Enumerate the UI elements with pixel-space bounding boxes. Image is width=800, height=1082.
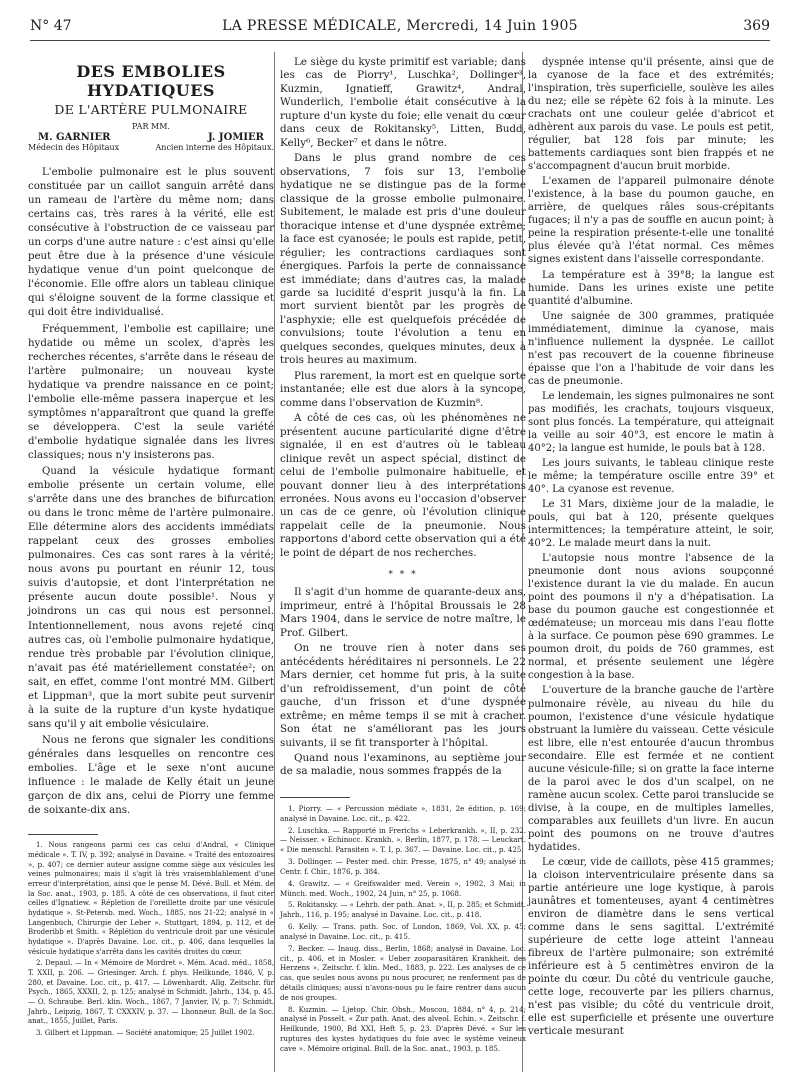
- paragraph: Nous ne ferons que signaler les conditions générales dans lesquelles on rencontre ces embolies. L'âge et le sexe n'ont aucune influence : le malade de Kelly était un jeune garçon de dix ans, celui de Piorry une femme de soixante-dix ans.: [28, 734, 274, 817]
- footnote: 3. Dollinger. — Pester med. chir. Presse, 1875, n° 49; analysé in Centr. f. Chir., 1876, p. 384.: [280, 857, 526, 876]
- paragraph: A côté de ces cas, où les phénomènes ne présentent aucune particularité digne d'être signalée, il en est d'autres où le tableau clinique revêt un aspect spécial, distinct de celui de l'embolie pulmonaire habituelle, et pouvant donner lieu à des interprétations erronées. Nous avons eu l'occasion d'observer un cas de ce genre, où l'évolution clinique rappelait celle de la pneumonie. Nous rapportons d'abord cette observation qui a été le point de départ de nos recherches.: [280, 412, 526, 559]
- footnote: 1. Nous rangeons parmi ces cas celui d'Andral, « Clinique médicale ». T. IV, p. 392; analysé in Davaine. « Traité des entozoaires », p. 407; ce dernier auteur assigne comme siège aux vésicules les veines pulmonaires; mais il s'agit là très vraisemblablement d'une erreur d'interprétation, ainsi que le pense M. Dévé. Bull. et Mém. de la Soc. anat., 1903, p. 185. A côté de ces observations, il faut citer celles d'Ignatiew. « Répletion de l'oreillette droite par une vésicule hydatique ». St-Petersb. med. Woch., 1885, nos 21-22; analysé in « Langenbuch, Chirurgie der Leber ». Stuttgart, 1894, p. 112, et de Broderibb et Smith. « Réplétion du ventricule droit par une vésicule hydatique ». D'après Davaine. Loc. cit., p. 406, dans lesquelles la vésicule hydatique s'arrêta dans les cavités droites du cœur.: [28, 841, 274, 956]
- paragraph: L'ouverture de la branche gauche de l'artère pulmonaire révèle, au niveau du hile du poumon, l'existence d'une vésicule hydatique obstruant la lumière du vaisseau. Cette vésicule est libre, elle n'est entourée d'aucun thrombus secondaire. Elle est fermée et ne contient aucune vésicule-fille; si on gratte la face interne de la paroi avec le dos d'un scalpel, on ne ramène aucun scolex. Cette paroi translucide se divise, à la coupe, en de multiples lamelles, comparables aux feuillets d'un livre. En aucun point des poumons on ne trouve d'autres hydatides.: [528, 685, 774, 853]
- header-rule: [30, 40, 770, 41]
- page-header: [30, 18, 770, 42]
- paragraph: Les jours suivants, le tableau clinique reste le même; la température oscille entre 39° et 40°. La cyanose est revenue.: [528, 457, 774, 495]
- paragraph: On ne trouve rien à noter dans ses antécédents héréditaires ni personnels. Le 22 Mars dernier, cet homme fut pris, à la suite d'un refroidissement, d'un point de côté gauche, d'un frisson et d'une dyspnée extrême; en même temps il se mit à cracher. Son état ne s'améliorant pas les jours suivants, il se fit transporter à l'hôpital.: [280, 642, 526, 749]
- footnote-rule: [28, 834, 98, 835]
- paragraph: Le 31 Mars, dixième jour de la maladie, le pouls, qui bat à 120, présente quelques intermittences; la température atteint, le soir, 40°2. Le malade meurt dans la nuit.: [528, 499, 774, 550]
- by-line: PAR MM.: [132, 122, 170, 131]
- paragraph: Quand la vésicule hydatique formant embolie présente un certain volume, elle s'arrête dans une des branches de bifurcation ou dans le tronc même de l'artère pulmonaire. Elle détermine alors des accidents immédiats rappelant ceux des grosses embolies pulmonaires. Ces cas sont rares à la vérité; nous avons pu pourtant en réunir 12, tous suivis d'autopsie, et dont l'interprétation ne présente aucun doute possible¹. Nous y joindrons un cas qui nous est personnel. Intentionnellement, nous avons rejeté cinq autres cas, où l'embolie pulmonaire hydatique, rendue très probable par l'évolution clinique, n'avait pas été matériellement constatée²; on sait, en effet, comme l'ont montré MM. Gilbert et Lippman³, que la mort subite peut survenir à la suite de la rupture d'un kyste hydatique sans qu'il y ait embolie vésiculaire.: [28, 465, 274, 730]
- section-separator: * * *: [388, 570, 418, 581]
- article-subtitle: DE L'ARTÈRE PULMONAIRE: [54, 102, 248, 117]
- paragraph: Le cœur, vide de caillots, pèse 415 grammes; la cloison interventriculaire présente dans sa partie antérieure une loge kystique, à parois jaunâtres et tomenteuses, ayant 4 centimètres environ de diamètre dans le sens vertical comme dans le sens sagittal. L'extrémité supérieure de cette loge atteint l'anneau fibreux de l'artère pulmonaire; son extrémité inférieure est à 5 centimètres environ de la pointe du cœur. Du côté du ventricule gauche, cette loge, recouverte par les piliers charnus, n'est pas visible; du côté du ventricule droit, elle est superficielle et présente une ouverture verticale mesurant: [528, 856, 774, 1038]
- page-number: 369: [743, 18, 770, 34]
- column-2: [280, 56, 526, 1056]
- footnote: 7. Becker. — Inaug. diss., Berlin, 1868; analysé in Davaine. Loc. cit., p. 406, et in Mosler. « Ueber zooparasitären Krankheit. des Herzens ». Zeitschr. f. klin. Med., 1883, p. 222. Les analyses de ce cas, que seules nous avons pu nous procurer, ne renferment pas de détails cliniques; aussi n'avons-nous pu le faire rentrer dans aucun de nos groupes.: [280, 943, 526, 1002]
- issue-number: N° 47: [30, 18, 72, 34]
- paragraph: Plus rarement, la mort est en quelque sorte instantanée; elle est due alors à la syncope, comme dans l'observation de Kuzmin⁸.: [280, 369, 526, 409]
- footnote: 8. Kuzmin. — Ljetop. Chir. Obsh., Moscou, 1884, n° 4, p. 214; analysé in Posselt. « Zur path. Anat. des alveol. Echin. ». Zeitschr. f. Heilkunde, 1900, Bd XXI, Heft 5, p. 23. D'après Dévé. « Sur les ruptures des kystes hydatiques du foie avec le système veineux cave ». Mémoire original. Bull. de la Soc. anat., 1903, p. 185.: [280, 1004, 526, 1053]
- paragraph: La température est à 39°8; la langue est humide. Dans les urines existe une petite quantité d'albumine.: [528, 269, 774, 307]
- footnote: 3. Gilbert et Lippman. — Société anatomique; 25 Juillet 1902.: [36, 1028, 255, 1037]
- footnote: 5. Rokitansky. — « Lehrb. der path. Anat. », II, p. 285; et Schmidt. Jahrb., 116, p. 195; analysé in Davaine. Loc. cit., p. 418.: [280, 900, 526, 920]
- paragraph: Le lendemain, les signes pulmonaires ne sont pas modifiés, les crachats, toujours visqueux, sont plus foncés. La température, qui atteignait la veille au soir 40°3, est encore le matin à 40°2; la langue est humide, le pouls bat à 128.: [528, 390, 774, 454]
- author-role: Ancien interne des Hôpitaux.: [155, 143, 274, 152]
- paragraph: dyspnée intense qu'il présente, ainsi que de la cyanose de la face et des extrémités; l'inspiration, très superficielle, soulève les ailes du nez; elle se répète 62 fois à la minute. Les crachats ont une couleur gelée d'abricot et adhèrent aux parois du vase. Le pouls est petit, régulier, bat 128 fois par minute; les battements cardiaques sont bien frappés et ne s'accompagnent d'aucun bruit morbide.: [528, 57, 774, 173]
- footnote-rule: [280, 797, 350, 798]
- author-roles: [28, 143, 274, 152]
- article-title: DES EMBOLIES HYDATIQUES: [76, 62, 226, 100]
- paragraph: L'autopsie nous montre l'absence de la pneumonie dont nous avions soupçonné l'existence durant la vie du malade. En aucun point des poumons il n'y a d'hépatisation. La base du poumon gauche est congestionnée et œdémateuse; un morceau mis dans l'eau flotte à la surface. Ce poumon pèse 690 grammes. Le poumon droit, du poids de 760 grammes, est normal, et présente seulement une légère congestion à la base.: [528, 553, 774, 682]
- footnote: 2. Depaul. — In « Mémoire de Mordret ». Mém. Acad. méd., 1858, T. XXII, p. 206. — Griesinger. Arch. f. phys. Heilkunde, 1846, V, p. 280, et Davaine. Loc. cit., p. 417. — Löwenhardt. Allg. Zeitschr. für Psych., 1865, XXXII, 2, p. 125; analysé in Schmidt. Jahrb., 134, p. 45. — O. Schraube. Berl. klin. Woch., 1867, 7 Janvier, IV, p. 7; Schmidt. Jahrb., Leipzig, 1867, T. CXXXIV, p. 37. — Lhonneur. Bull. de la Soc. anat., 1855, Juillet, Paris.: [28, 959, 274, 1026]
- footnote: 6. Kelly. — Trans. path. Soc. of London, 1869, Vol. XX, p. 45; analysé in Davaine. Loc. cit., p. 415.: [280, 922, 526, 941]
- paragraph: Quand nous l'examinons, au septième jour de sa maladie, nous sommes frappés de la: [280, 751, 526, 778]
- authors: [28, 132, 274, 143]
- column-1: [28, 56, 274, 1041]
- paragraph: Il s'agit d'un homme de quarante-deux ans, imprimeur, entré à l'hôpital Broussais le 28 Mars 1904, dans le service de notre maître, le Prof. Gilbert.: [280, 586, 526, 639]
- footnote: 4. Grawitz. — « Greifswalder med. Verein », 1902, 3 Mai; in Münch. med. Woch., 1902, 24 Juin, n° 25, p. 1068.: [280, 878, 526, 898]
- column-divider: [274, 52, 275, 1072]
- column-3: [528, 56, 774, 1040]
- paragraph: L'embolie pulmonaire est le plus souvent constituée par un caillot sanguin arrêté dans un rameau de l'artère du même nom; dans certains cas, très rares à la vérité, elle est consécutive à l'obstruction de ce vaisseau par un corps d'une autre nature : c'est ainsi qu'elle peut être due à la présence d'une vésicule hydatique venue d'un point quelconque de l'économie. Elle offre alors un tableau clinique qui s'éloigne souvent de la forme classique et qui doit être individualisé.: [28, 167, 274, 319]
- footnote: 2. Luschka. — Rapporté in Frerichs « Leberkrankh. », II, p. 232. — Neisser. « Echinocc. Krankh. ». Berlin, 1877, p. 178. — Leuckart. « Die menschl. Parasiten ». T. I, p. 367. — Davaine. Loc. cit., p. 425.: [280, 825, 526, 855]
- paragraph: Le siège du kyste primitif est variable; dans les cas de Piorry¹, Luschka², Dollinger³, Kuzmin, Ignatieff, Grawitz⁴, Andral, Wunderlich, l'embolie était consécutive à la rupture d'un kyste du foie; elle venait du cœur dans ceux de Rokitansky⁵, Litten, Budd, Kelly⁶, Becker⁷ et dans le nôtre.: [280, 56, 526, 149]
- paragraph: Une saignée de 300 grammes, pratiquée immédiatement, diminue la cyanose, mais n'influence nullement la dyspnée. Le caillot n'est pas recouvert de la couenne fibrineuse épaisse que l'on a l'habitude de voir dans les cas de pneumonie.: [528, 310, 774, 387]
- journal-title: LA PRESSE MÉDICALE, Mercredi, 14 Juin 1905: [222, 18, 578, 34]
- footnote: 1. Piorry. — « Percussion médiate », 1831, 2e édition, p. 169; analysé in Davaine. Loc. cit., p. 422.: [280, 803, 526, 823]
- author-role: Médecin des Hôpitaux: [28, 143, 120, 152]
- paragraph: Fréquemment, l'embolie est capillaire; une hydatide ou même un scolex, d'après les recherches récentes, s'arrête dans le réseau de l'artère pulmonaire; un nouveau kyste hydatique va prendre naissance en ce point; l'embolie elle-même passera inaperçue et les symptômes n'apparaîtront que quand la greffe se développera. C'est la seule variété d'embolie hydatique signalée dans les livres classiques; nous n'y insisterons pas.: [28, 323, 274, 461]
- author-name: J. JOMIER: [207, 132, 264, 143]
- paragraph: Dans le plus grand nombre de ces observations, 7 fois sur 13, l'embolie hydatique ne se distingue pas de la forme classique de la grosse embolie pulmonaire. Subitement, le malade est pris d'une douleur thoracique intense et d'une dyspnée extrême; la face est cyanosée; le pouls est rapide, petit, régulier; les contractions cardiaques sont énergiques. Parfois la perte de connaissance est immédiate; dans d'autres cas, la malade garde sa lucidité d'esprit jusqu'à la fin. La mort survient bientôt par les progrès de l'asphyxie; elle est quelquefois précédée de convulsions; toute l'évolution a tenu en quelques secondes, quelques minutes, deux à trois heures au maximum.: [280, 152, 526, 367]
- author-name: M. GARNIER: [38, 132, 111, 143]
- paragraph: L'examen de l'appareil pulmonaire dénote l'existence, à la base du poumon gauche, en arrière, de quelques râles sous-crépitants fugaces; il n'y a pas de souffle en aucun point; à peine la respiration présente-t-elle une tonalité plus élevée qu'à l'état normal. Ces mêmes signes existent dans l'aisselle correspondante.: [528, 176, 774, 266]
